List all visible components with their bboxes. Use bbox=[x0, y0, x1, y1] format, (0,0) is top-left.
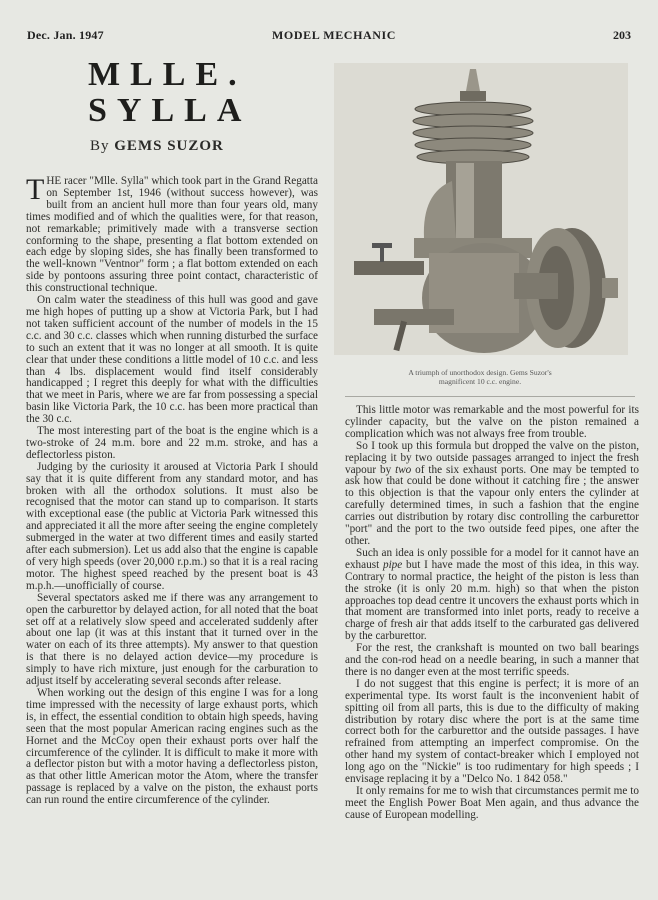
paragraph bbox=[345, 441, 639, 548]
caption-line-1: A triumph of unorthodox design. Gems Suzor's bbox=[408, 368, 552, 377]
photo-caption bbox=[345, 368, 615, 386]
issue-date: Dec. Jan. 1947 bbox=[27, 28, 104, 42]
byline bbox=[90, 138, 224, 155]
title-line-1: MLLE. bbox=[88, 56, 247, 93]
author-name: GEMS SUZOR bbox=[114, 138, 224, 154]
paragraph-text: Such an idea is only possible for a model for it cannot have an exhaust bbox=[345, 546, 639, 571]
paragraph: This little motor was remarkable and the most powerful for its cylinder capacity, but the valve on the piston remained a complication which was not always free from trouble. bbox=[345, 404, 639, 440]
running-header bbox=[27, 28, 631, 44]
page-number: 203 bbox=[613, 28, 631, 42]
paragraph: When working out the design of this engine I was for a long time impressed with the necessity of large exhaust ports, which is, in effect, the essential condition to obtain high speeds, having seen that the most popular American racing engines such as the Hornet and the McCoy open their exhaust ports over half the circumference of the cylinder. It is difficult to make it more with a deflector piston but with a motor having a deflectorless piston, as that other little American motor the Atom, where the transfer passage is replaced by a valve on the piston, the exhaust ports can run round the entire circumference of the cylinder. bbox=[26, 686, 318, 807]
engine-photo bbox=[334, 63, 628, 355]
emphasis: two bbox=[395, 463, 412, 476]
left-column bbox=[26, 173, 318, 807]
paragraph-text: So I took up this formula but dropped the valve on the piston, replacing it by two outside passages arranged to inject the fresh vapour by bbox=[345, 439, 639, 476]
paragraph: Several spectators asked me if there was any arrangement to open the carburettor by delayed action, for all noted that the boat set off at a relatively slow speed and accelerated suddenly after about one lap (it was at this instant that it turned over in the water on each of its three attempts). My answer to that question is that there is no delayed action device—my procedure is simply to have rich mixture, just enough for the carburation to adjust itself by accelerating several seconds after release. bbox=[26, 591, 318, 688]
title-line-2: SYLLA bbox=[88, 92, 252, 129]
paragraph-text: HE racer "Mlle. Sylla" which took part in the Grand Regatta on September 1st, 1946 (without success however), was built from an ancient hull more than four years old, many times modified and of which the qualities were, for that reason, not remarkable; primitively made with a transverse section conforming to the shape, presenting a flat bottom extended on each edge by sloping sides, she has finally been transformed to the well-known "Ventnor" form ; a flat bottom extended on each side by pontoons assuring three point contact, characteristic of this constructional technique. bbox=[26, 175, 318, 295]
paragraph: Judging by the curiosity it aroused at Victoria Park I should say that it is quite different from any standard motor, and has broken with all the orthodox solutions. It must also be recognised that the motor can stand up to comparison. It starts with exceptional ease (the public at Victoria Park witnessed this and appreciated it all the more after seeing the engine completely submerged in the water at two different times and easily started after each submersion). Let us add also that the engine is capable of very high speeds (over 20,000 r.p.m.) so that it is a real racing motor. The highest speed reached by the present boat is 43 m.p.h.—unofficially of course. bbox=[26, 460, 318, 592]
right-column bbox=[345, 405, 639, 822]
paragraph bbox=[26, 173, 318, 295]
magazine-name: MODEL MECHANIC bbox=[272, 28, 397, 42]
emphasis: pipe bbox=[382, 558, 403, 571]
paragraph: I do not suggest that this engine is perfect; it is more of an experimental type. Its worst fault is the inconvenient habit of spitting oil from all parts, this is due to the difficulty of making distribution by rotary disc where the port is at the same time correct both for the carburettor and the outside passages. I have refrained from attempting an imperfect compromise. On the other hand my system of contact-breaker which I employed not long ago on the "Nickie" is too rudimentary for high speeds ; I envisage replacing it by a "Delco No. 1 842 058." bbox=[345, 677, 639, 786]
paragraph: On calm water the steadiness of this hull was good and gave me high hopes of putting up a show at Victoria Park, but I had not taken sufficient account of the number of models in the 15 c.c. and 30 c.c. classes which when running disturbed the surface to such an extent that it was no longer at all smooth. It is quite clear that under these conditions a little model of 10 c.c. and less than 4 lbs. displacement would find itself considerably handicapped ; I regret this deeply for what with the difficulties that we meet in Paris, where we are far from possessing a special basin like Victoria Park, the 10 c.c. has been more practical than the 30 c.c. bbox=[26, 294, 318, 426]
caption-divider bbox=[345, 396, 635, 397]
paragraph: It only remains for me to wish that circumstances permit me to meet the English Power Boat Men again, and thus advance the cause of European modelling. bbox=[345, 785, 639, 821]
paragraph: For the rest, the crankshaft is mounted on two ball bearings and the con-rod head on a needle bearing, in such a manner that there is no danger even at the most terrific speeds. bbox=[345, 642, 639, 678]
caption-line-2: magnificent 10 c.c. engine. bbox=[438, 377, 522, 386]
paragraph: The most interesting part of the boat is the engine which is a two-stroke of 24 m.m. bore and 22 m.m. stroke, and has a deflectorless piston. bbox=[26, 425, 318, 461]
engine-illustration bbox=[334, 63, 628, 355]
drop-cap: T bbox=[26, 173, 45, 206]
article-title bbox=[88, 57, 288, 129]
paragraph bbox=[345, 548, 639, 643]
paragraph-text: but I have made the most of this idea, in this way. Contrary to normal practice, the height of the piston is less than the stroke (it is only 20 m.m. high) so that when the piston approaches top dead centre it uncovers the exhaust ports which in that moment are transformed into inlet ports, ready to receive a charge of fresh air that adds itself to the carburated gas delivered by the carburettor. bbox=[345, 558, 639, 643]
byline-prefix: By bbox=[90, 138, 110, 154]
paragraph-text: of the six exhaust ports. One may be tempted to ask how that could be done without it catching fire ; the answer to this objection is that the vapour only enters the cylinder at carefully determined times, in such a fashion that the engine carries out distribution by rotary disc controlling the carburettor "port" and the port to the two outside feed pipes, one after the other. bbox=[345, 463, 639, 547]
